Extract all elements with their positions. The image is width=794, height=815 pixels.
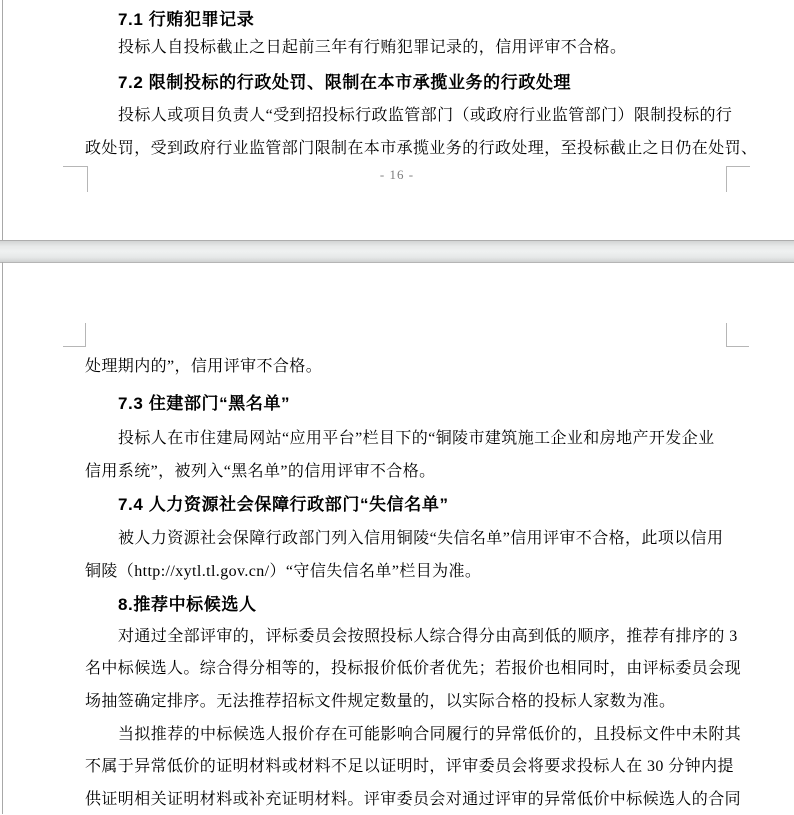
paragraph-line: 对通过全部评审的，评标委员会按照投标人综合得分由高到低的顺序，推荐有排序的 3: [118, 628, 738, 645]
paragraph-line: 场抽签确定排序。无法推荐招标文件规定数量的，以实际合格的投标人家数为准。: [85, 693, 676, 710]
margin-mark-top-right: [726, 323, 727, 347]
section-heading-7-4: 7.4 人力资源社会保障行政部门“失信名单”: [118, 495, 449, 514]
paragraph-line: 被人力资源社会保障行政部门列入信用铜陵“失信名单”信用评审不合格，此项以信用: [118, 530, 724, 547]
paragraph-line: 不属于异常低价的证明材料或材料不足以证明时，评审委员会将要求投标人在 30 分钟内提: [85, 758, 734, 775]
paragraph-line: 投标人在市住建局网站“应用平台”栏目下的“铜陵市建筑施工企业和房地产开发企业: [118, 430, 715, 447]
paragraph-line: 信用系统”，被列入“黑名单”的信用评审不合格。: [85, 463, 436, 480]
margin-mark-top-left: [63, 346, 86, 347]
page-17: [0, 262, 794, 815]
paragraph-line: 投标人或项目负责人“受到招投标行政监管部门（或政府行业监管部门）限制投标的行: [118, 107, 733, 124]
page-number: - 16 -: [379, 167, 415, 182]
paragraph-line: 名中标候选人。综合得分相等的，投标报价低价者优先；若报价也相同时，由评标委员会现: [85, 660, 742, 677]
section-heading-7-1: 7.1 行贿犯罪记录: [118, 10, 255, 29]
paragraph-line: 当拟推荐的中标候选人报价存在可能影响合同履行的异常低价的，且投标文件中未附其: [118, 726, 742, 743]
paragraph-line: 供证明相关证明材料或补充证明材料。评审委员会对通过评审的异常低价中标候选人的合同: [85, 791, 742, 808]
paragraph-line: 投标人自投标截止之日起前三年有行贿犯罪记录的，信用评审不合格。: [118, 39, 627, 56]
section-heading-7-3: 7.3 住建部门“黑名单”: [118, 394, 291, 413]
page-separator: [0, 241, 794, 262]
margin-mark-top-left: [85, 323, 86, 347]
page-left-edge: [2, 262, 3, 814]
section-heading-7-2: 7.2 限制投标的行政处罚、限制在本市承揽业务的行政处理: [118, 73, 572, 92]
page-left-edge: [2, 0, 3, 240]
margin-mark-top-right: [726, 346, 749, 347]
paragraph-line: 政处罚，受到政府行业监管部门限制在本市承揽业务的行政处理，至投标截止之日仍在处罚、: [85, 140, 758, 157]
page-16: [0, 0, 794, 241]
paragraph-line: 铜陵（http://xytl.tl.gov.cn/）“守信失信名单”栏目为准。: [85, 563, 482, 580]
paragraph-line: 处理期内的”，信用评审不合格。: [85, 358, 323, 375]
section-heading-8: 8.推荐中标候选人: [118, 595, 257, 614]
